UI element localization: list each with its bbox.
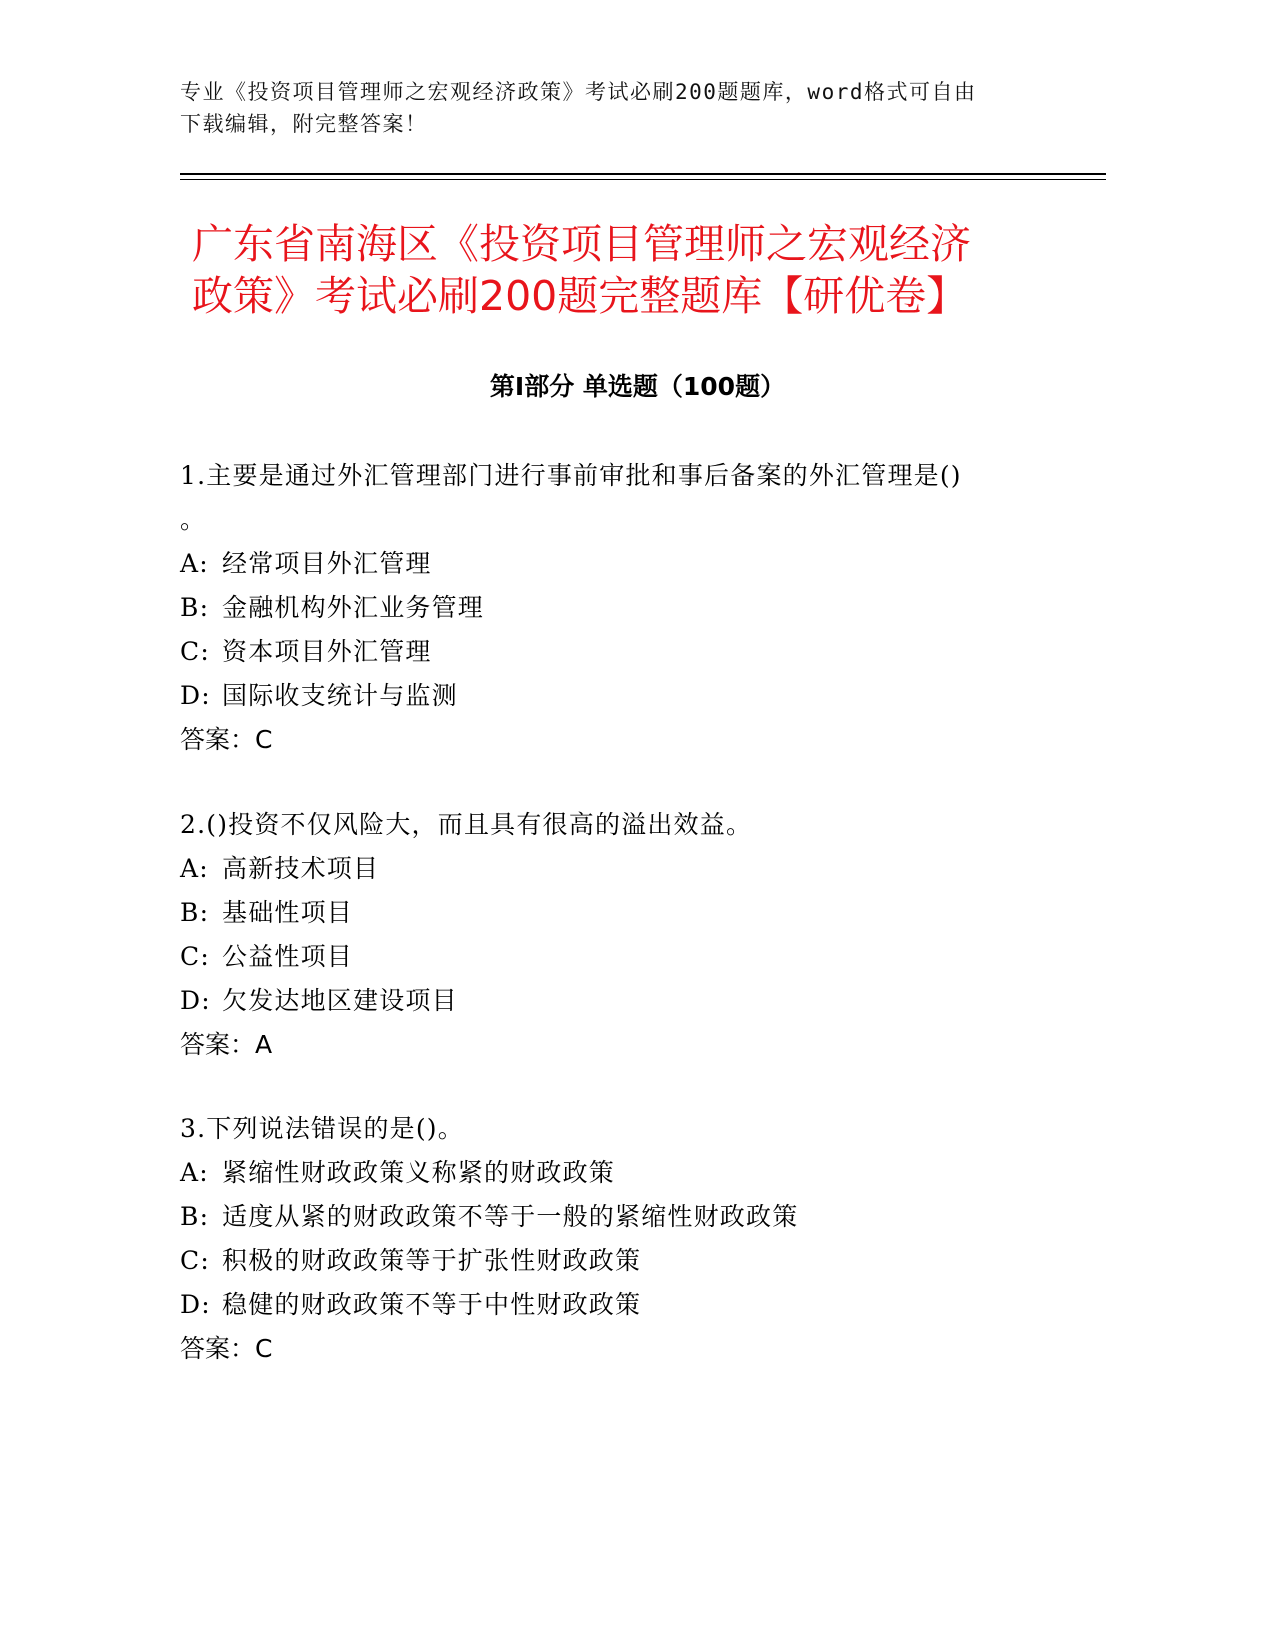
- option-key: D:: [180, 681, 211, 710]
- question-3: [180, 1107, 1080, 1371]
- option-text: 金融机构外汇业务管理: [222, 593, 485, 622]
- option-key: C:: [180, 942, 210, 971]
- option-d: [180, 979, 1080, 1023]
- option-key: A:: [180, 1158, 209, 1187]
- option-b: [180, 586, 1080, 630]
- option-key: C:: [180, 1246, 210, 1275]
- question-stem-continuation: 。: [180, 505, 207, 534]
- option-key: A:: [180, 549, 209, 578]
- option-key: B:: [180, 593, 210, 622]
- option-key: D:: [180, 986, 211, 1015]
- header-note-line-1: 专业《投资项目管理师之宏观经济政策》考试必刷200题题库，word格式可自由: [180, 80, 977, 104]
- option-a: [180, 542, 1080, 586]
- option-text: 稳健的财政政策不等于中性财政政策: [222, 1290, 642, 1319]
- answer-line: 答案：C: [180, 1334, 273, 1363]
- option-text: 公益性项目: [222, 942, 354, 971]
- section-heading: 第Ⅰ部分 单选题（100题）: [489, 372, 786, 401]
- option-a: [180, 847, 1080, 891]
- header-rule-thick: [180, 173, 1106, 175]
- question-stem: 2.()投资不仅风险大，而且具有很高的溢出效益。: [180, 810, 753, 839]
- option-text: 欠发达地区建设项目: [222, 986, 458, 1015]
- option-c: [180, 1239, 1080, 1283]
- option-a: [180, 1151, 1080, 1195]
- option-c: [180, 935, 1080, 979]
- option-text: 紧缩性财政政策义称紧的财政政策: [222, 1158, 616, 1187]
- question-2: [180, 803, 1080, 1067]
- option-key: A:: [180, 854, 209, 883]
- answer-line: 答案：C: [180, 725, 273, 754]
- header-note-line-2: 下载编辑，附完整答案！: [180, 112, 428, 136]
- option-text: 资本项目外汇管理: [222, 637, 432, 666]
- question-stem: 3.下列说法错误的是()。: [180, 1114, 464, 1143]
- option-text: 积极的财政政策等于扩张性财政政策: [222, 1246, 642, 1275]
- option-key: C:: [180, 637, 210, 666]
- option-d: [180, 674, 1080, 718]
- question-1: [180, 454, 1080, 762]
- question-stem: 1.主要是通过外汇管理部门进行事前审批和事后备案的外汇管理是(): [180, 461, 962, 490]
- document-title-line-2: 政策》考试必刷200题完整题库【研优卷】: [192, 272, 968, 320]
- option-b: [180, 1195, 1080, 1239]
- option-c: [180, 630, 1080, 674]
- document-title: [192, 218, 1092, 322]
- option-d: [180, 1283, 1080, 1327]
- option-text: 基础性项目: [222, 898, 354, 927]
- option-text: 经常项目外汇管理: [222, 549, 432, 578]
- option-text: 适度从紧的财政政策不等于一般的紧缩性财政政策: [222, 1202, 799, 1231]
- option-text: 高新技术项目: [222, 854, 380, 883]
- header-note: [180, 76, 1060, 140]
- option-b: [180, 891, 1080, 935]
- option-key: D:: [180, 1290, 211, 1319]
- document-title-line-1: 广东省南海区《投资项目管理师之宏观经济: [192, 220, 971, 268]
- option-key: B:: [180, 1202, 210, 1231]
- answer-line: 答案：A: [180, 1030, 273, 1059]
- option-text: 国际收支统计与监测: [222, 681, 458, 710]
- header-rule-thin: [180, 179, 1106, 180]
- option-key: B:: [180, 898, 210, 927]
